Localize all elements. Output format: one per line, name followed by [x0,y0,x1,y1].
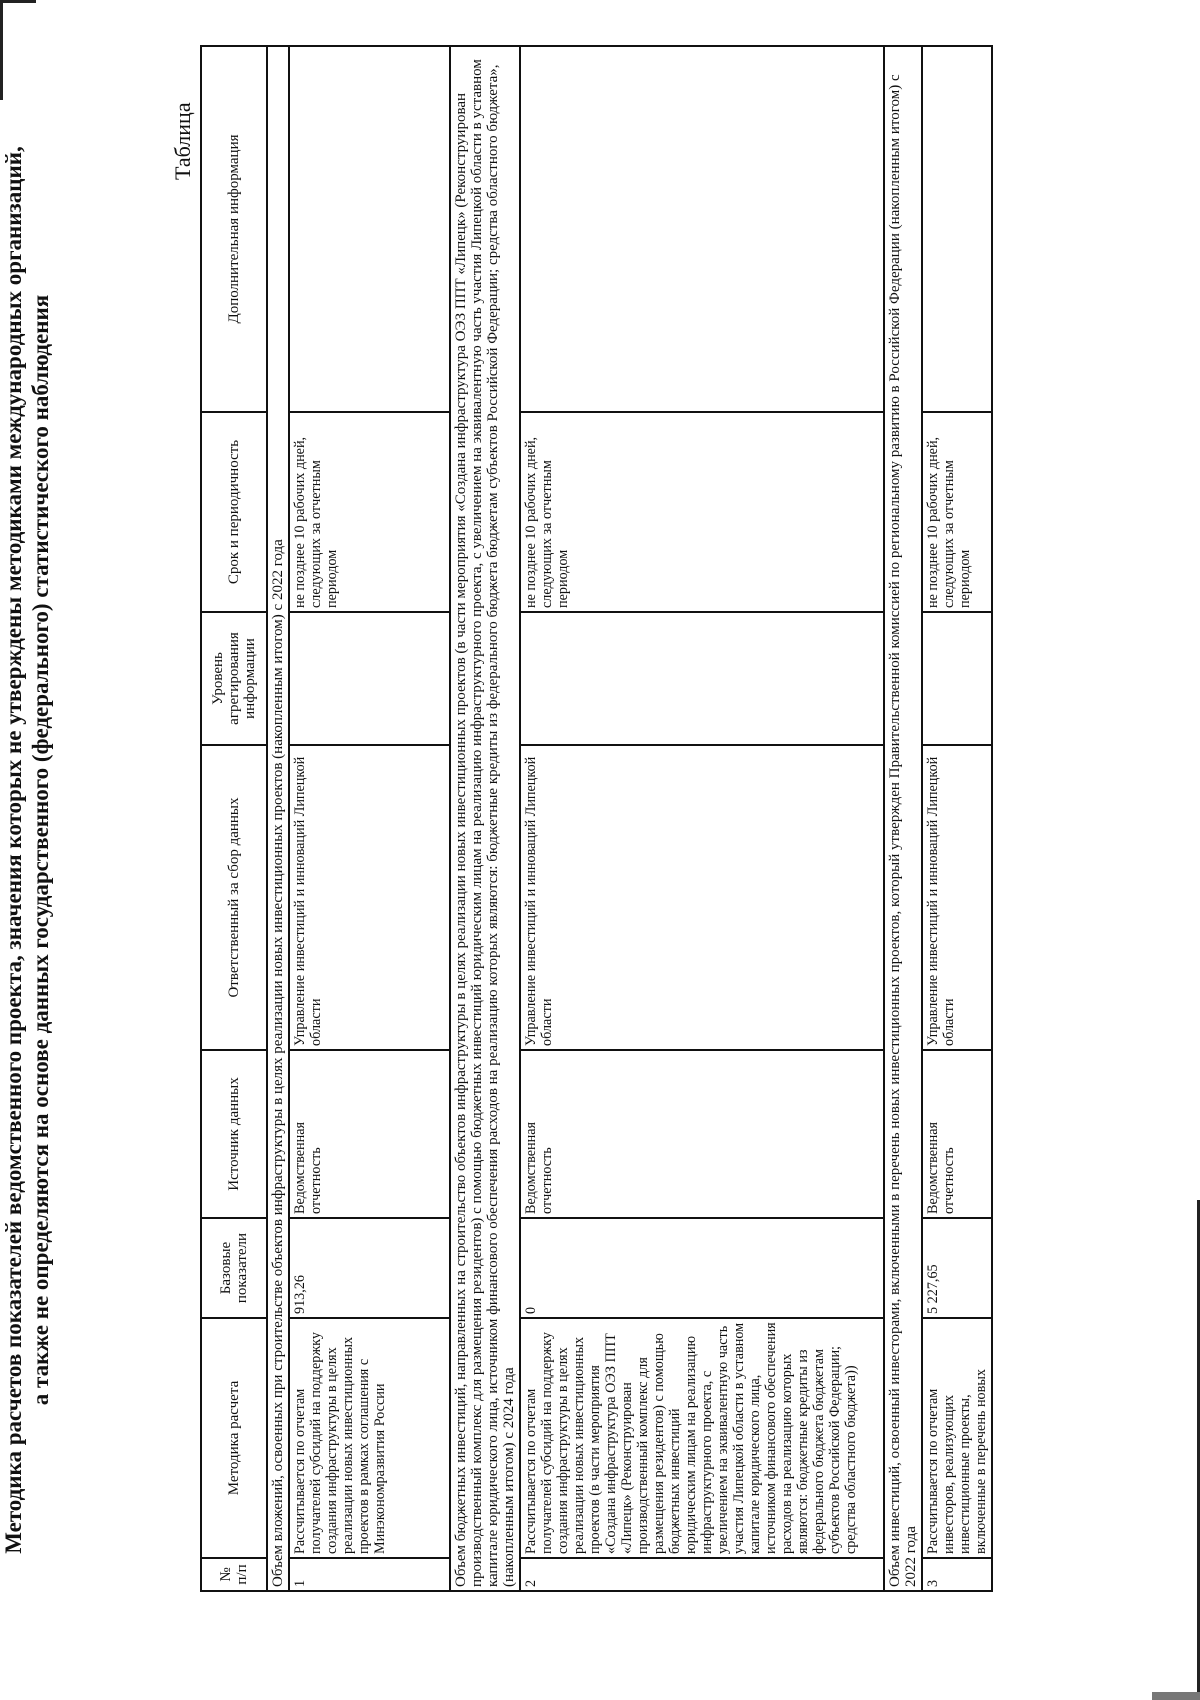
cell-num: 3 [922,1558,992,1591]
cell-base: 913,26 [289,1218,450,1318]
section-heading-row [450,46,520,1591]
section-heading: Объем инвестиций, освоенный инвесторами, включенными в перечень новых инвестиционных проектов, который утвержден Правительственной комиссией по региональному развитию в Российской Федерации (накопленным итогом) с 2022 года [884,46,922,1591]
header-deadline: Срок и периодичность [201,412,267,612]
cell-source: Ведомственная отчетность [520,1050,884,1218]
cell-level [922,612,992,745]
cell-level [289,612,450,745]
cell-extra [520,46,884,412]
table-header-row [201,46,267,1591]
table-row [289,46,450,1591]
header-extra: Дополнительная информация [201,46,267,412]
cell-level [520,612,884,745]
cell-method: Рассчитывается по отчетам инвесторов, реализующих инвестиционные проекты, включенные в перечень новых [922,1318,992,1558]
cell-deadline: не позднее 10 рабочих дней, следующих за отчетным периодом [520,412,884,612]
cell-num: 2 [520,1558,884,1591]
header-source: Источник данных [201,1050,267,1218]
table-row [520,46,884,1591]
cell-source: Ведомственная отчетность [289,1050,450,1218]
cell-base: 0 [520,1218,884,1318]
table-row [922,46,992,1591]
section-heading: Объем вложений, освоенных при строительстве объектов инфраструктуры в целях реализации новых инвестиционных проектов (накопленным итогом) с 2022 года [267,46,289,1591]
title-line: Методика расчетов показателей ведомственного проекта, значения которых не утверждены методиками международных организаций, [1,146,26,1554]
scan-edge-mark [1152,1692,1200,1700]
header-num: № п/п [201,1558,267,1591]
cell-source: Ведомственная отчетность [922,1050,992,1218]
methodology-table [200,45,993,1592]
cell-method: Рассчитывается по отчетам получателей субсидий на поддержку создания инфраструктуры в целях реализации новых инвестиционных проектов (в части мероприятия «Создана инфраструктура ОЭЗ ППТ «Липецк» (Реконструирован производственный комплекс для размещения резидентов) с помощью бюджетных инвестиций юридическим лицам на реализацию инфраструктурного проекта, с увеличением на эквивалентную часть участия Липецкой области в уставном капитале юридического лица, источником финансового обеспечения расходов на реализацию которых являются: бюджетные кредиты из федерального бюджета бюджетам субъектов Российской Федерации; средства областного бюджета)) [520,1318,884,1558]
cell-extra [289,46,450,412]
section-heading: Объем бюджетных инвестиций, направленных на строительство объектов инфраструктуры в целях реализации новых инвестиционных проектов (в части мероприятия «Создана инфраструктура ОЭЗ ППТ «Липецк» (Реконструирован производственный комплекс для размещения резидентов) с помощью бюджетных инвестиций юридическим лицам на реализацию инфраструктурного проекта, с увеличением на эквивалентную часть участия Липецкой области в уставном капитале юридического лица, источником финансового обеспечения расходов на реализацию которых являются: бюджетные кредиты из федерального бюджета бюджетам субъектов Российской Федерации; средства областного бюджета», (накопленным итогом) с 2024 года [450,46,520,1591]
cell-responsible: Управление инвестиций и инноваций Липецкой области [289,745,450,1050]
header-responsible: Ответственный за сбор данных [201,745,267,1050]
document-title [0,0,54,1700]
cell-method: Рассчитывается по отчетам получателей субсидий на поддержку создания инфраструктуры в целях реализации новых инвестиционных проектов в рамках соглашения с Минэкономразвития России [289,1318,450,1558]
header-base: Базовые показатели [201,1218,267,1318]
cell-deadline: не позднее 10 рабочих дней, следующих за отчетным периодом [922,412,992,612]
cell-responsible: Управление инвестиций и инноваций Липецкой области [520,745,884,1050]
header-level: Уровень агрегирования информации [201,612,267,745]
title-line: а также не определяются на основе данных государственного (федерального) статистического наблюдения [28,294,53,1406]
cell-num: 1 [289,1558,450,1591]
cell-responsible: Управление инвестиций и инноваций Липецкой области [922,745,992,1050]
section-heading-row [884,46,922,1591]
header-method: Методика расчета [201,1318,267,1558]
section-heading-row [267,46,289,1591]
cell-base: 5 227,65 [922,1218,992,1318]
table-caption: Таблица [170,102,195,180]
cell-deadline: не позднее 10 рабочих дней, следующих за отчетным периодом [289,412,450,612]
cell-extra [922,46,992,412]
